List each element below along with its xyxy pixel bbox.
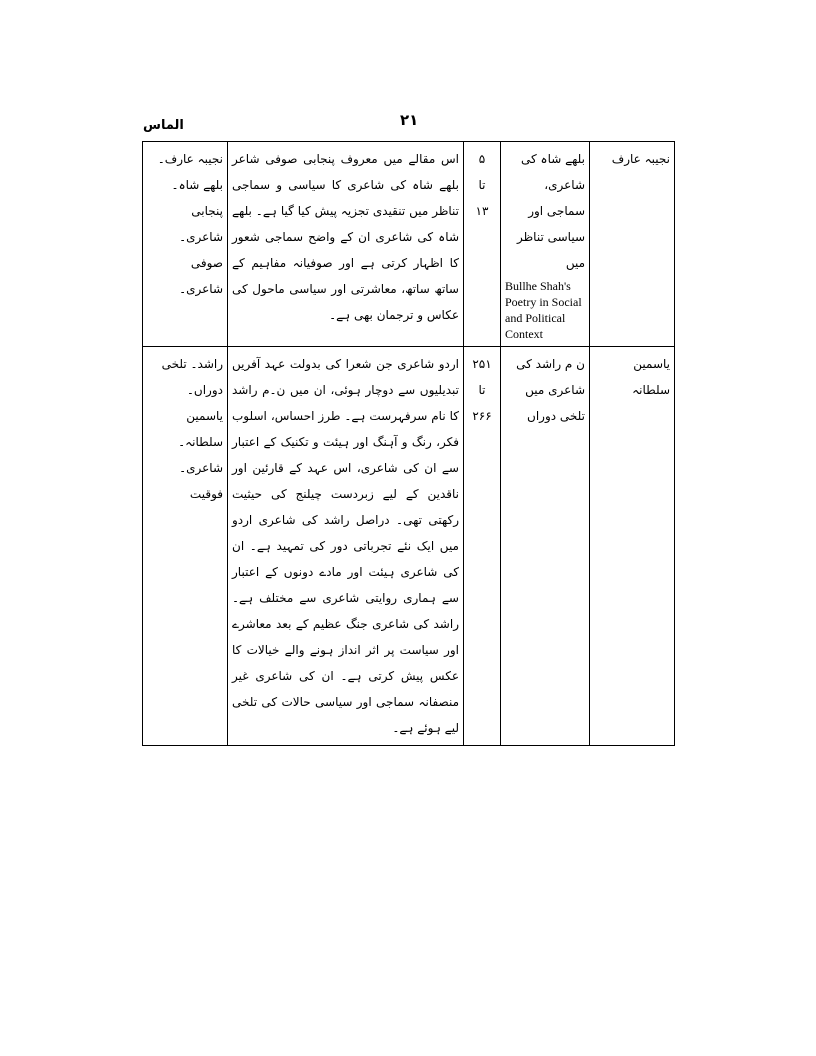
keywords-cell xyxy=(143,142,228,347)
keyword: فوقیت xyxy=(189,487,223,501)
journal-title: الماس xyxy=(143,118,184,133)
keyword: صوفی شاعری۔ xyxy=(179,256,223,296)
article-title-urdu: ن م راشد کی شاعری میں تلخی دوراں xyxy=(516,357,585,423)
abstract-text: اردو شاعری جن شعرا کی بدولت عہد آفریں تبدیلیوں سے دوچار ہوئی، ان میں ن۔م راشد کا نام سرفہرست ہے۔ طرز احساس، اسلوب فکر، رنگ و آہنگ اور ہیئت و تکنیک کے اعتبار سے ان کی شاعری، اس عہد کے قارئین اور ناقدین کے لیے زبردست چیلنج کی حیثیت رکھتی تھی۔ دراصل راشد کی شاعری اردو میں ایک نئے تجرباتی دور کی تمہید ہے۔ ان کی شاعری ہیئت اور مادے دونوں کے اعتبار سے ہماری روایتی شاعری سے مختلف ہے۔ راشد کی شاعری جنگ عظیم کے بعد معاشرے اور سیاست پر اثر انداز ہونے والے خیالات کا عکس پیش کرتی ہے۔ ان کی شاعری غیر منصفانہ سماجی اور سیاسی حالات کی تلخی لیے ہوئے ہے۔ xyxy=(232,357,459,735)
author-cell xyxy=(590,347,675,746)
title-cell xyxy=(501,347,590,746)
article-title-english: Bullhe Shah's Poetry in Social and Political Context xyxy=(505,279,582,341)
article-title-urdu: بلھے شاہ کی شاعری، سماجی اور سیاسی تناظر میں xyxy=(517,152,585,270)
keywords-cell xyxy=(143,347,228,746)
keyword: سلطانہ۔ شاعری۔ xyxy=(178,435,223,475)
author-cell xyxy=(590,142,675,347)
abstract-cell xyxy=(228,347,464,746)
page-end: ۲۶۶ xyxy=(472,409,492,423)
page-to: تا xyxy=(478,383,486,397)
title-cell xyxy=(501,142,590,347)
table-row xyxy=(143,347,675,746)
pages-cell xyxy=(464,347,501,746)
page-start: ۲۵۱ xyxy=(472,357,492,371)
article-index-table xyxy=(142,141,675,746)
page-to: تا xyxy=(478,178,486,192)
pages-cell xyxy=(464,142,501,347)
table-row xyxy=(143,142,675,347)
keyword: بلھے شاہ۔ xyxy=(171,178,223,192)
abstract-cell xyxy=(228,142,464,347)
page-end: ۱۳ xyxy=(475,204,489,218)
keyword: پنجابی شاعری۔ xyxy=(179,204,223,244)
author-name: نجیبہ عارف xyxy=(611,152,670,166)
page-start: ۵ xyxy=(478,152,486,166)
author-name: یاسمین سلطانہ xyxy=(632,357,670,397)
keyword: دوراں۔ یاسمین xyxy=(186,383,223,423)
keyword: راشد۔ تلخی xyxy=(161,357,223,371)
abstract-text: اس مقالے میں معروف پنجابی صوفی شاعر بلھے شاہ کی شاعری کا سیاسی و سماجی تناظر میں تنقیدی تجزیہ پیش کیا گیا ہے۔ بلھے شاہ کی شاعری ان کے واضح سماجی شعور کا اظہار کرتی ہے اور صوفیانہ مفاہیم کے ساتھ ساتھ، معاشرتی اور سیاسی ماحول کی عکاس و ترجمان بھی ہے۔ xyxy=(232,152,459,322)
keyword: نجیبہ عارف۔ xyxy=(157,152,223,166)
page-number: ۲۱ xyxy=(400,111,419,129)
